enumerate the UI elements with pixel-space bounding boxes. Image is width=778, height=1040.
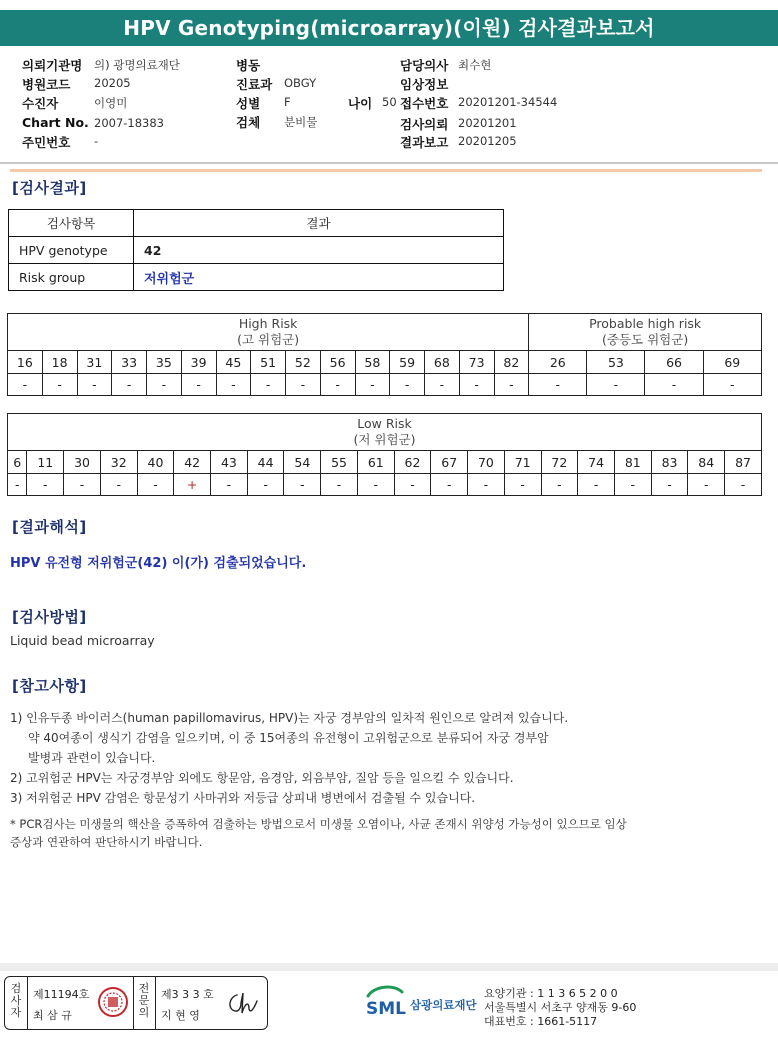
hpv-result-cell: - — [614, 474, 651, 496]
header-value: 최수현 — [458, 58, 492, 72]
hpv-type-cell: 58 — [355, 351, 390, 374]
footnote-line: * PCR검사는 미생물의 핵산을 증폭하여 검출하는 방법으로서 미생물 오염이나, 사균 존재시 위양성 가능성이 있으므로 임상 — [10, 817, 627, 831]
hpv-result-cell: - — [468, 474, 505, 496]
header-value: F — [284, 95, 291, 109]
result-col-header: 결과 — [134, 210, 504, 237]
hpv-result-cell: - — [541, 474, 578, 496]
low-risk-header — [8, 414, 762, 451]
signature-icon — [223, 989, 261, 1019]
hpv-result-cell: - — [286, 374, 321, 396]
hpv-type-cell: 87 — [725, 451, 762, 474]
tester-label-char: 검 — [10, 982, 22, 995]
hpv-type-cell: 11 — [27, 451, 64, 474]
result-item: HPV genotype — [9, 237, 134, 264]
hpv-type-cell: 44 — [247, 451, 284, 474]
doctor-name: 지 현 영 — [161, 1009, 200, 1022]
header-label: 수진자 — [22, 96, 59, 111]
hpv-result-cell: - — [137, 474, 174, 496]
hpv-result-cell: - — [320, 374, 355, 396]
hpv-result-cell: - — [77, 374, 112, 396]
note-line: 약 40여종이 생식기 감염을 일으키며, 이 중 15여종의 유전형이 고위험군으로 분류되어 자궁 경부암 — [28, 731, 549, 745]
header-label: 주민번호 — [22, 135, 71, 150]
header-label: 검사의뢰 — [400, 117, 449, 132]
probable-high-risk-label: Probable high risk — [589, 316, 702, 331]
age-value: 50 — [382, 95, 397, 109]
header-value: 분비물 — [284, 115, 318, 129]
header-value: 의) 광명의료재단 — [94, 58, 180, 72]
hpv-type-cell: 82 — [494, 351, 529, 374]
header-label: 검체 — [236, 115, 261, 130]
result-value: 42 — [134, 237, 504, 264]
high-risk-table — [7, 313, 762, 396]
header-label: 진료과 — [236, 77, 273, 92]
header-label: 담당의사 — [400, 58, 449, 73]
hpv-result-cell: - — [8, 374, 43, 396]
hpv-type-cell: 31 — [77, 351, 112, 374]
high-risk-sublabel: (고 위험군) — [237, 332, 300, 347]
header-value: 20201201-34544 — [458, 95, 558, 109]
signature-box — [4, 976, 268, 1030]
note-line: 발병과 관련이 있습니다. — [28, 751, 156, 765]
hpv-type-cell: 74 — [578, 451, 615, 474]
method-heading: [검사방법] — [12, 608, 87, 626]
hpv-type-cell: 61 — [357, 451, 394, 474]
hpv-type-cell: 35 — [147, 351, 182, 374]
hpv-type-cell: 69 — [703, 351, 761, 374]
hpv-result-cell: + — [174, 474, 211, 496]
hpv-type-cell: 55 — [321, 451, 358, 474]
hpv-type-cell: 51 — [251, 351, 286, 374]
header-label: 의뢰기관명 — [22, 58, 83, 73]
hpv-result-cell: - — [459, 374, 494, 396]
note-line: 2) 고위험군 HPV는 자궁경부암 외에도 항문암, 음경암, 외음부암, 질암 등을 일으킬 수 있습니다. — [10, 771, 514, 785]
hpv-result-cell: - — [651, 474, 688, 496]
hpv-type-cell: 33 — [112, 351, 147, 374]
hpv-type-cell: 73 — [459, 351, 494, 374]
result-item: Risk group — [9, 264, 134, 291]
result-heading: [검사결과] — [12, 179, 87, 197]
hpv-type-cell: 81 — [614, 451, 651, 474]
hpv-result-cell: - — [112, 374, 147, 396]
result-table — [8, 209, 504, 291]
tester-label-char: 자 — [10, 1006, 22, 1019]
result-value: 저위험군 — [134, 264, 504, 291]
hpv-result-cell: - — [587, 374, 645, 396]
hpv-type-cell: 70 — [468, 451, 505, 474]
hpv-result-cell: - — [251, 374, 286, 396]
low-risk-sublabel: (저 위험군) — [353, 432, 416, 447]
tester-label-char: 사 — [10, 994, 22, 1007]
age-label: 나이 — [348, 96, 373, 111]
header-label: 임상정보 — [400, 77, 449, 92]
hpv-result-cell: - — [357, 474, 394, 496]
hpv-result-cell: - — [211, 474, 248, 496]
hpv-type-cell: 67 — [431, 451, 468, 474]
hpv-result-cell: - — [578, 474, 615, 496]
hpv-type-cell: 40 — [137, 451, 174, 474]
hpv-type-cell: 26 — [529, 351, 587, 374]
footnote-line: 증상과 연관하여 판단하시기 바랍니다. — [10, 835, 203, 849]
hpv-result-cell: - — [64, 474, 101, 496]
low-risk-label: Low Risk — [357, 416, 412, 431]
header-label: Chart No. — [22, 115, 89, 130]
hpv-result-cell: - — [355, 374, 390, 396]
hpv-type-cell: 83 — [651, 451, 688, 474]
hpv-result-cell: - — [688, 474, 725, 496]
hpv-result-cell: - — [645, 374, 703, 396]
footer-divider — [0, 963, 778, 971]
notes-body — [10, 708, 770, 808]
table-row — [9, 264, 504, 291]
hpv-type-cell: 54 — [284, 451, 321, 474]
tester-name: 최 삼 규 — [33, 1009, 72, 1022]
doctor-license-no: 제3 3 3 호 — [161, 988, 214, 1001]
header-info — [22, 56, 762, 156]
sml-logo-text: SML — [366, 999, 406, 1019]
hpv-result-cell: - — [42, 374, 77, 396]
interpretation-heading: [결과해석] — [12, 518, 87, 536]
address: 서울특별시 서초구 양재동 9-60 — [484, 1001, 637, 1014]
hpv-type-cell: 84 — [688, 451, 725, 474]
hpv-type-cell: 68 — [425, 351, 460, 374]
hpv-type-cell: 56 — [320, 351, 355, 374]
result-col-header: 검사항목 — [9, 210, 134, 237]
hpv-result-cell: - — [390, 374, 425, 396]
hpv-result-cell: - — [181, 374, 216, 396]
high-risk-label: High Risk — [238, 316, 298, 331]
header-value: 20201205 — [458, 134, 517, 148]
hpv-result-cell: - — [425, 374, 460, 396]
hpv-type-cell: 66 — [645, 351, 703, 374]
hpv-result-cell: - — [431, 474, 468, 496]
phone: 대표번호 : 1661-5117 — [484, 1015, 598, 1028]
hpv-type-cell: 18 — [42, 351, 77, 374]
low-risk-table — [7, 413, 762, 496]
hpv-type-cell: 39 — [181, 351, 216, 374]
hpv-result-cell: - — [247, 474, 284, 496]
hpv-type-cell: 59 — [390, 351, 425, 374]
header-divider — [0, 162, 778, 164]
method-text: Liquid bead microarray — [10, 633, 155, 648]
header-value: 2007-18383 — [94, 116, 164, 130]
probable-high-risk-header — [529, 314, 762, 351]
tester-license-no: 제11194호 — [33, 988, 90, 1001]
section-divider — [10, 169, 762, 172]
header-value: 이영미 — [94, 96, 128, 110]
doctor-label-char: 전 — [138, 982, 150, 995]
hpv-type-cell: 16 — [8, 351, 43, 374]
note-line: 1) 인유두종 바이러스(human papillomavirus, HPV)는 자궁 경부암의 일차적 원인으로 알려져 있습니다. — [10, 711, 569, 725]
header-label: 병원코드 — [22, 77, 71, 92]
hpv-type-cell: 43 — [211, 451, 248, 474]
hpv-result-cell: - — [529, 374, 587, 396]
hpv-type-cell: 6 — [8, 451, 27, 474]
doctor-label-char: 의 — [138, 1006, 150, 1019]
hpv-result-cell: - — [284, 474, 321, 496]
sml-logo-icon — [364, 982, 406, 1022]
header-label: 성별 — [236, 96, 261, 111]
header-value: 20205 — [94, 76, 131, 90]
hpv-result-cell: - — [147, 374, 182, 396]
doctor-label — [135, 983, 153, 1019]
hpv-result-cell: - — [321, 474, 358, 496]
doctor-label-char: 문 — [138, 994, 150, 1007]
table-row — [9, 237, 504, 264]
hpv-result-cell: - — [100, 474, 137, 496]
hpv-type-cell: 42 — [174, 451, 211, 474]
hpv-type-cell: 32 — [100, 451, 137, 474]
hpv-result-cell: - — [394, 474, 431, 496]
note-line: 3) 저위험군 HPV 감염은 항문성기 사마귀와 저등급 상피내 병변에서 검출될 수 있습니다. — [10, 791, 476, 805]
header-value: 20201201 — [458, 116, 517, 130]
tester-label — [7, 983, 25, 1019]
hpv-type-cell: 62 — [394, 451, 431, 474]
high-risk-header — [8, 314, 529, 351]
hpv-result-cell: - — [8, 474, 27, 496]
header-label: 병동 — [236, 58, 261, 73]
hpv-type-cell: 45 — [216, 351, 251, 374]
hpv-result-cell: - — [216, 374, 251, 396]
header-value: - — [94, 134, 99, 148]
footnote — [10, 815, 772, 851]
seal-icon — [97, 986, 129, 1018]
hpv-result-cell: - — [27, 474, 64, 496]
header-value: OBGY — [284, 76, 317, 90]
hpv-type-cell: 72 — [541, 451, 578, 474]
hpv-type-cell: 53 — [587, 351, 645, 374]
hpv-result-cell: - — [725, 474, 762, 496]
notes-heading: [참고사항] — [12, 677, 87, 695]
header-label: 접수번호 — [400, 96, 449, 111]
hpv-type-cell: 71 — [504, 451, 541, 474]
report-title: HPV Genotyping(microarray)(이원) 검사결과보고서 — [0, 10, 778, 46]
header-label: 결과보고 — [400, 135, 449, 150]
institution-code: 요양기관 : 1 1 3 6 5 2 0 0 — [484, 987, 618, 1000]
interpretation-text: HPV 유전형 저위험군(42) 이(가) 검출되었습니다. — [10, 556, 307, 571]
hpv-result-cell: - — [494, 374, 529, 396]
probable-high-risk-sublabel: (중등도 위험군) — [602, 332, 689, 347]
hpv-type-cell: 30 — [64, 451, 101, 474]
hpv-result-cell: - — [703, 374, 761, 396]
hpv-result-cell: - — [504, 474, 541, 496]
foundation-name: 삼광의료재단 — [410, 998, 477, 1012]
hpv-type-cell: 52 — [286, 351, 321, 374]
